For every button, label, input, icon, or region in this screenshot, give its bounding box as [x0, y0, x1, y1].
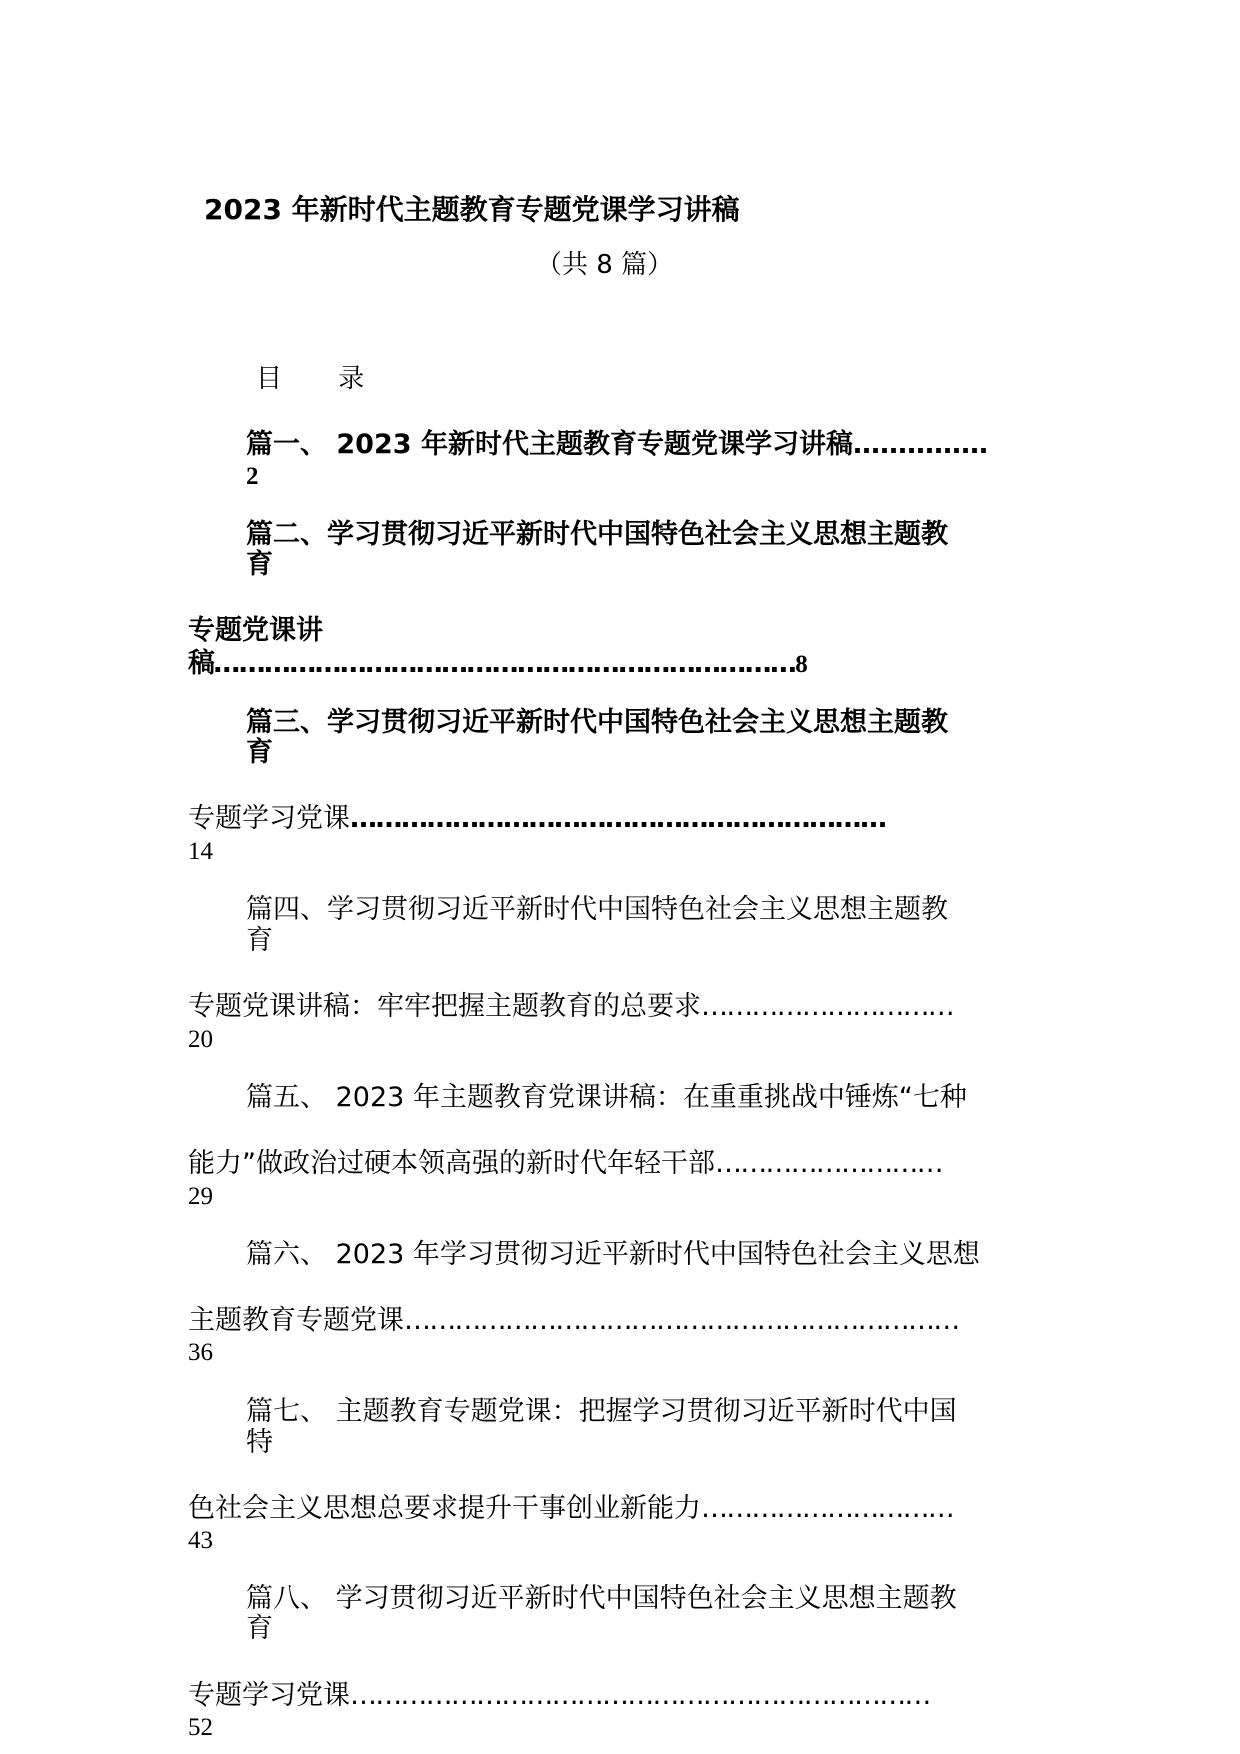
toc-entry-8-dots: …………………………………………………………… — [350, 1680, 930, 1711]
toc-entry-5-line-2 — [188, 1150, 942, 1177]
toc-entry-8-line: 篇八、 学习贯彻习近平新时代中国特色社会主义思想主题教 — [246, 1583, 957, 1614]
toc-entry-2-line-3 — [188, 650, 806, 677]
toc-entry-6-title: 主题教育专题党课 — [188, 1305, 404, 1336]
toc-entry-8-title: 专题学习党课 — [188, 1680, 350, 1711]
toc-heading: 目 录 — [256, 364, 389, 394]
toc-entry-4-dots: ………………………… — [701, 991, 954, 1022]
toc-entry-3-dots: ……………………………………………………… — [350, 803, 886, 834]
toc-entry-4-page: 20 — [188, 1026, 213, 1053]
toc-entry-5-dots: ……………………… — [715, 1148, 942, 1179]
toc-entry-3-title: 专题学习党课 — [188, 803, 350, 834]
toc-entry-8-line-wrap: 育 — [246, 1613, 273, 1644]
toc-entry-5-line: 篇五、 2023 年主题教育党课讲稿：在重重挑战中锤炼“七种 — [246, 1082, 967, 1113]
toc-entry-7-dots: ………………………… — [701, 1493, 954, 1524]
toc-entry-8-line-2 — [188, 1682, 930, 1709]
toc-entry-2-dots: 稿…………………………………………………………… — [188, 648, 796, 679]
toc-entry-2-line-2: 专题党课讲 — [188, 615, 323, 646]
toc-entry-7-title: 色社会主义思想总要求提升干事创业新能力 — [188, 1493, 701, 1524]
toc-entry-1-page: 2 — [246, 463, 259, 490]
toc-entry-2-line-wrap: 育 — [246, 549, 273, 580]
document-subtitle: （共 8 篇） — [536, 250, 674, 280]
toc-entry-4-line: 篇四、学习贯彻习近平新时代中国特色社会主义思想主题教 — [246, 894, 948, 925]
toc-entry-3-line-2 — [188, 805, 886, 832]
toc-entry-7-line: 篇七、 主题教育专题党课：把握学习贯彻习近平新时代中国 — [246, 1396, 957, 1427]
toc-entry-3-line-wrap: 育 — [246, 737, 273, 768]
toc-entry-3-page: 14 — [188, 838, 213, 865]
toc-entry-5-page: 29 — [188, 1183, 213, 1210]
toc-entry-2-line: 篇二、学习贯彻习近平新时代中国特色社会主义思想主题教 — [246, 519, 948, 550]
toc-entry-6-line-2 — [188, 1307, 958, 1334]
toc-entry-1-line: 篇一、 2023 年新时代主题教育专题党课学习讲稿…………… — [246, 429, 988, 460]
document-title: 2023 年新时代主题教育专题党课学习讲稿 — [204, 193, 740, 226]
toc-entry-6-dots: ………………………………………………………… — [404, 1305, 959, 1336]
toc-entry-7-page: 43 — [188, 1527, 213, 1554]
toc-entry-4-line-wrap: 育 — [246, 925, 273, 956]
toc-entry-4-title: 专题党课讲稿：牢牢把握主题教育的总要求 — [188, 991, 701, 1022]
toc-entry-8-page: 52 — [188, 1714, 213, 1741]
toc-entry-6-page: 36 — [188, 1339, 213, 1366]
toc-entry-4-line-2 — [188, 993, 953, 1020]
toc-entry-6-line: 篇六、 2023 年学习贯彻习近平新时代中国特色社会主义思想 — [246, 1239, 980, 1270]
toc-entry-2-page: 8 — [795, 651, 807, 678]
toc-entry-7-line-wrap: 特 — [246, 1427, 273, 1458]
toc-entry-7-line-2 — [188, 1495, 953, 1522]
toc-entry-3-line: 篇三、学习贯彻习近平新时代中国特色社会主义思想主题教 — [246, 707, 948, 738]
toc-entry-5-title: 能力”做政治过硬本领高强的新时代年轻干部 — [188, 1148, 715, 1179]
